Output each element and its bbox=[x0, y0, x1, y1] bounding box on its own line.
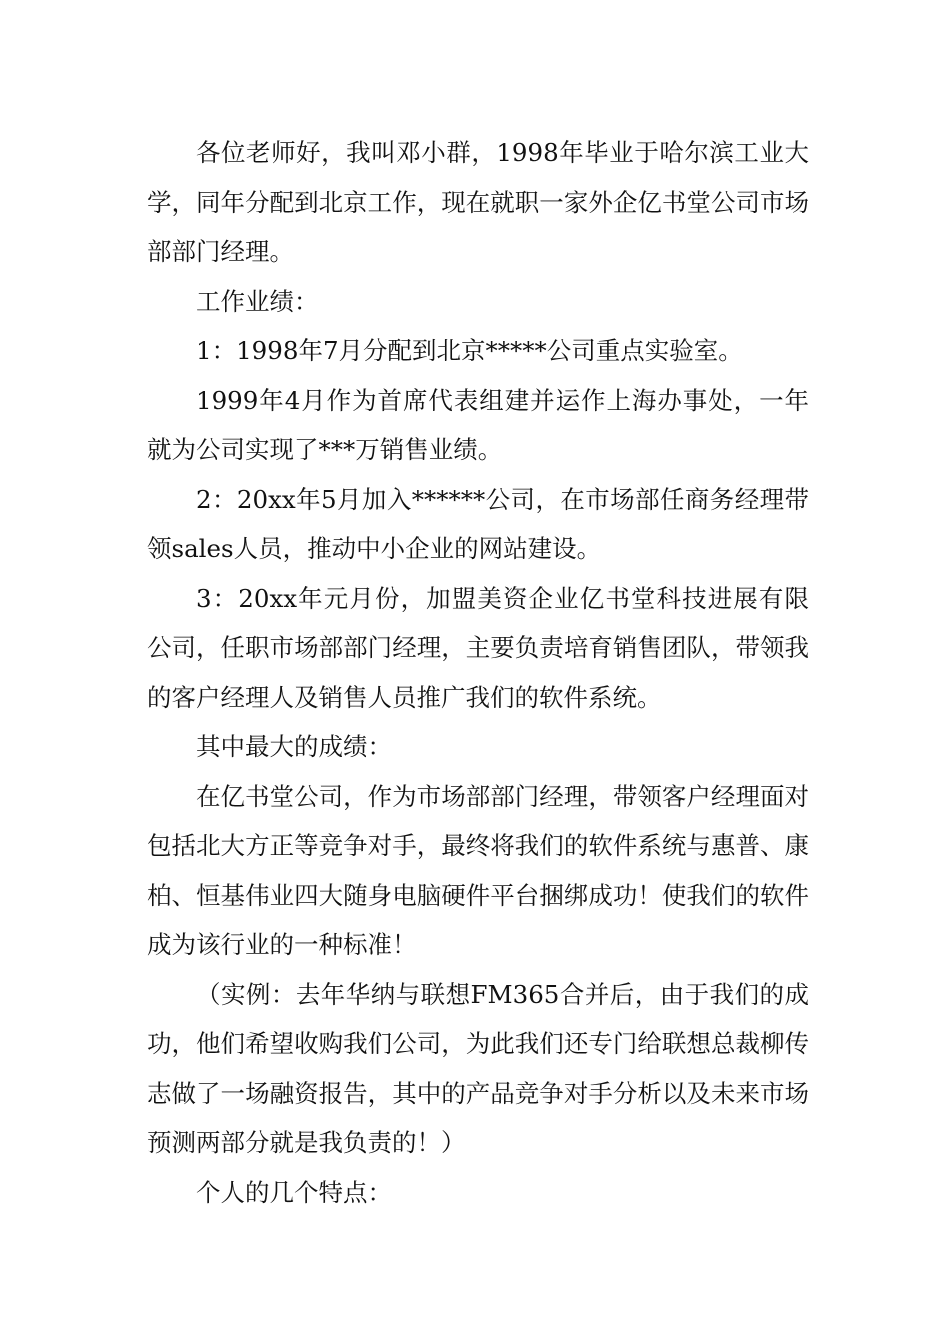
achievement-item-1: 1：1998年7月分配到北京*****公司重点实验室。 bbox=[196, 336, 743, 365]
work-achievements-heading: 工作业绩： bbox=[196, 286, 319, 316]
intro-paragraph: 各位老师好，我叫邓小群，1998年毕业于哈尔滨工业大学，同年分配到北京工作，现在就职一家外企亿书堂公司市场部部门经理。 bbox=[147, 138, 809, 266]
example-paragraph: （实例：去年华纳与联想FM365合并后，由于我们的成功，他们希望收购我们公司，为此我们还专门给联想总裁柳传志做了一场融资报告，其中的产品竞争对手分析以及未来市场预测两部分就是我负责的！） bbox=[147, 979, 809, 1157]
achievement-item-1-detail: 1999年4月作为首席代表组建并运作上海办事处，一年就为公司实现了***万销售业绩。 bbox=[147, 385, 809, 464]
personal-traits-heading: 个人的几个特点： bbox=[196, 1177, 392, 1207]
achievement-item-2: 2：20xx年5月加入******公司，在市场部任商务经理带领sales人员，推动中小企业的网站建设。 bbox=[147, 484, 809, 563]
document-body bbox=[147, 128, 809, 1217]
achievement-item-3: 3：20xx年元月份，加盟美资企业亿书堂科技进展有限公司，任职市场部部门经理，主要负责培育销售团队，带领我的客户经理人及销售人员推广我们的软件系统。 bbox=[147, 583, 809, 712]
greatest-achievement-paragraph: 在亿书堂公司，作为市场部部门经理，带领客户经理面对包括北大方正等竞争对手，最终将我们的软件系统与惠普、康柏、恒基伟业四大随身电脑硬件平台捆绑成功！使我们的软件成为该行业的一种标准！ bbox=[147, 781, 809, 959]
greatest-achievement-heading: 其中最大的成绩： bbox=[196, 732, 392, 761]
